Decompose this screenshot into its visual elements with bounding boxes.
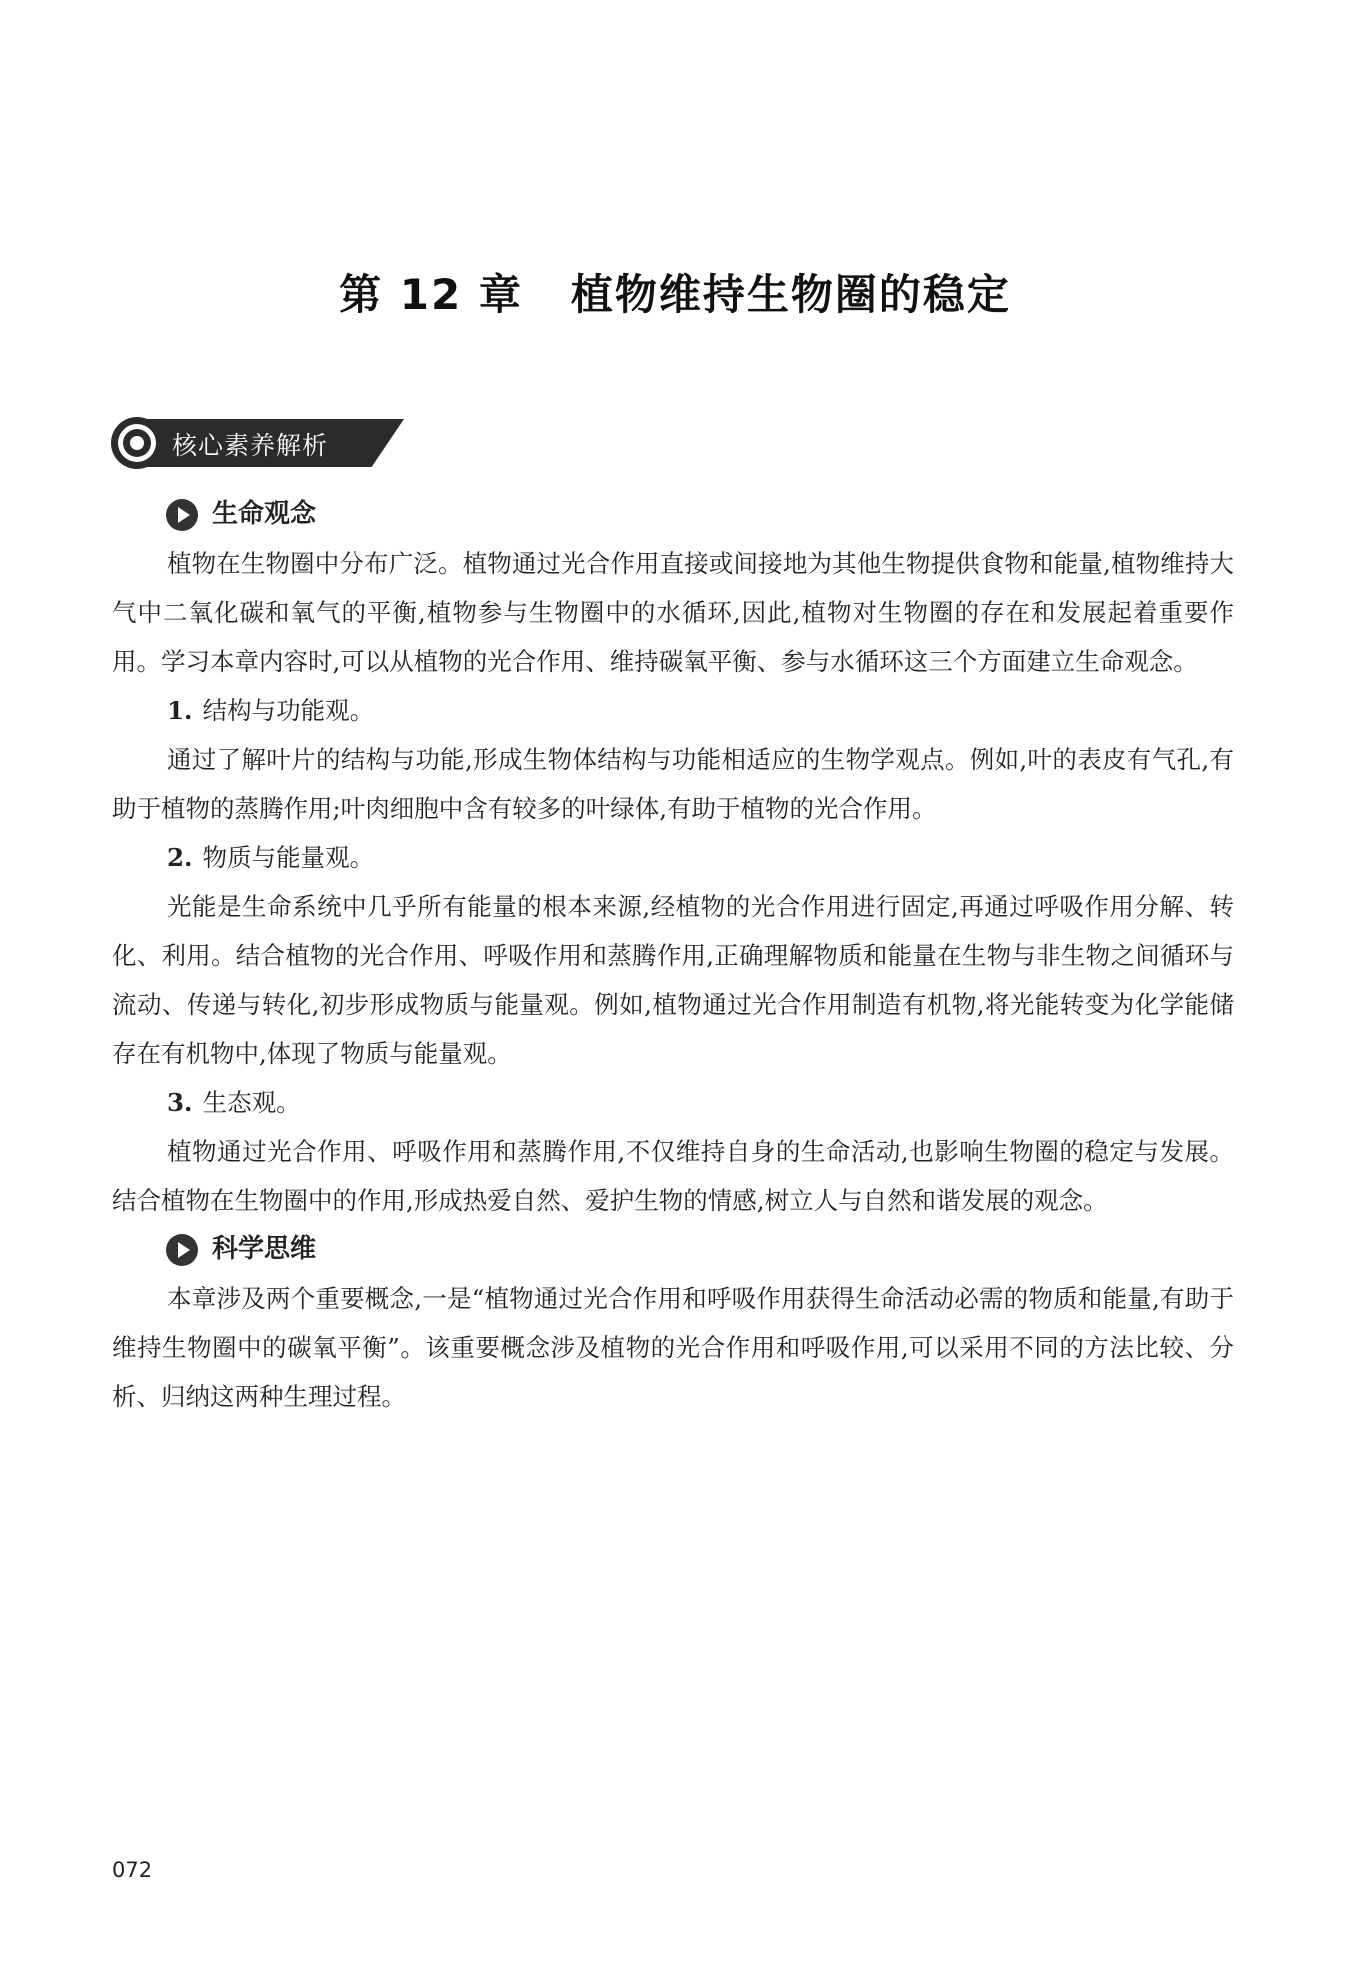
section-heading-life-concept: [166, 490, 1234, 539]
target-icon: [110, 416, 164, 470]
paragraph: 植物在生物圈中分布广泛。植物通过光合作用直接或间接地为其他生物提供食物和能量,植物维持大气中二氧化碳和氧气的平衡,植物参与生物圈中的水循环,因此,植物对生物圈的存在和发展起着重要作用。学习本章内容时,可以从植物的光合作用、维持碳氧平衡、参与水循环这三个方面建立生命观念。: [112, 549, 1234, 676]
chapter-name: 植物维持生物圈的稳定: [570, 270, 1011, 319]
page-number: 072: [112, 1858, 153, 1882]
item-number: 2.: [167, 843, 193, 872]
item-title: 物质与能量观。: [202, 843, 375, 872]
section-heading-label: 科学思维: [212, 1234, 317, 1264]
banner-label: 核心素养解析: [172, 431, 329, 460]
item-title: 结构与功能观。: [202, 696, 375, 725]
section-heading-scientific-thinking: [166, 1225, 1234, 1274]
item-title: 生态观。: [202, 1088, 301, 1117]
item-number: 3.: [167, 1088, 193, 1117]
chapter-title: [0, 262, 1350, 322]
chapter-number: 第 12 章: [339, 270, 523, 319]
item-number: 1.: [167, 696, 193, 725]
play-arrow-icon: [166, 1234, 198, 1266]
paragraph: 本章涉及两个重要概念,一是“植物通过光合作用和呼吸作用获得生命活动必需的物质和能量,有助于维持生物圈中的碳氧平衡”。该重要概念涉及植物的光合作用和呼吸作用,可以采用不同的方法比较、分析、归纳这两种生理过程。: [112, 1284, 1234, 1411]
paragraph: 光能是生命系统中几乎所有能量的根本来源,经植物的光合作用进行固定,再通过呼吸作用分解、转化、利用。结合植物的光合作用、呼吸作用和蒸腾作用,正确理解物质和能量在生物与非生物之间循环与流动、传递与转化,初步形成物质与能量观。例如,植物通过光合作用制造有机物,将光能转变为化学能储存在有机物中,体现了物质与能量观。: [112, 892, 1234, 1068]
play-arrow-icon: [166, 499, 198, 531]
section-heading-label: 生命观念: [212, 499, 317, 529]
main-content: [112, 490, 1234, 1421]
paragraph: 通过了解叶片的结构与功能,形成生物体结构与功能相适应的生物学观点。例如,叶的表皮有气孔,有助于植物的蒸腾作用;叶肉细胞中含有较多的叶绿体,有助于植物的光合作用。: [112, 745, 1234, 823]
paragraph: 植物通过光合作用、呼吸作用和蒸腾作用,不仅维持自身的生命活动,也影响生物圈的稳定与发展。结合植物在生物圈中的作用,形成热爱自然、爱护生物的情感,树立人与自然和谐发展的观念。: [112, 1137, 1234, 1215]
list-item-heading: [167, 833, 1234, 882]
core-literacy-banner: [110, 416, 400, 474]
list-item-heading: [167, 1078, 1234, 1127]
list-item-heading: [167, 686, 1234, 735]
